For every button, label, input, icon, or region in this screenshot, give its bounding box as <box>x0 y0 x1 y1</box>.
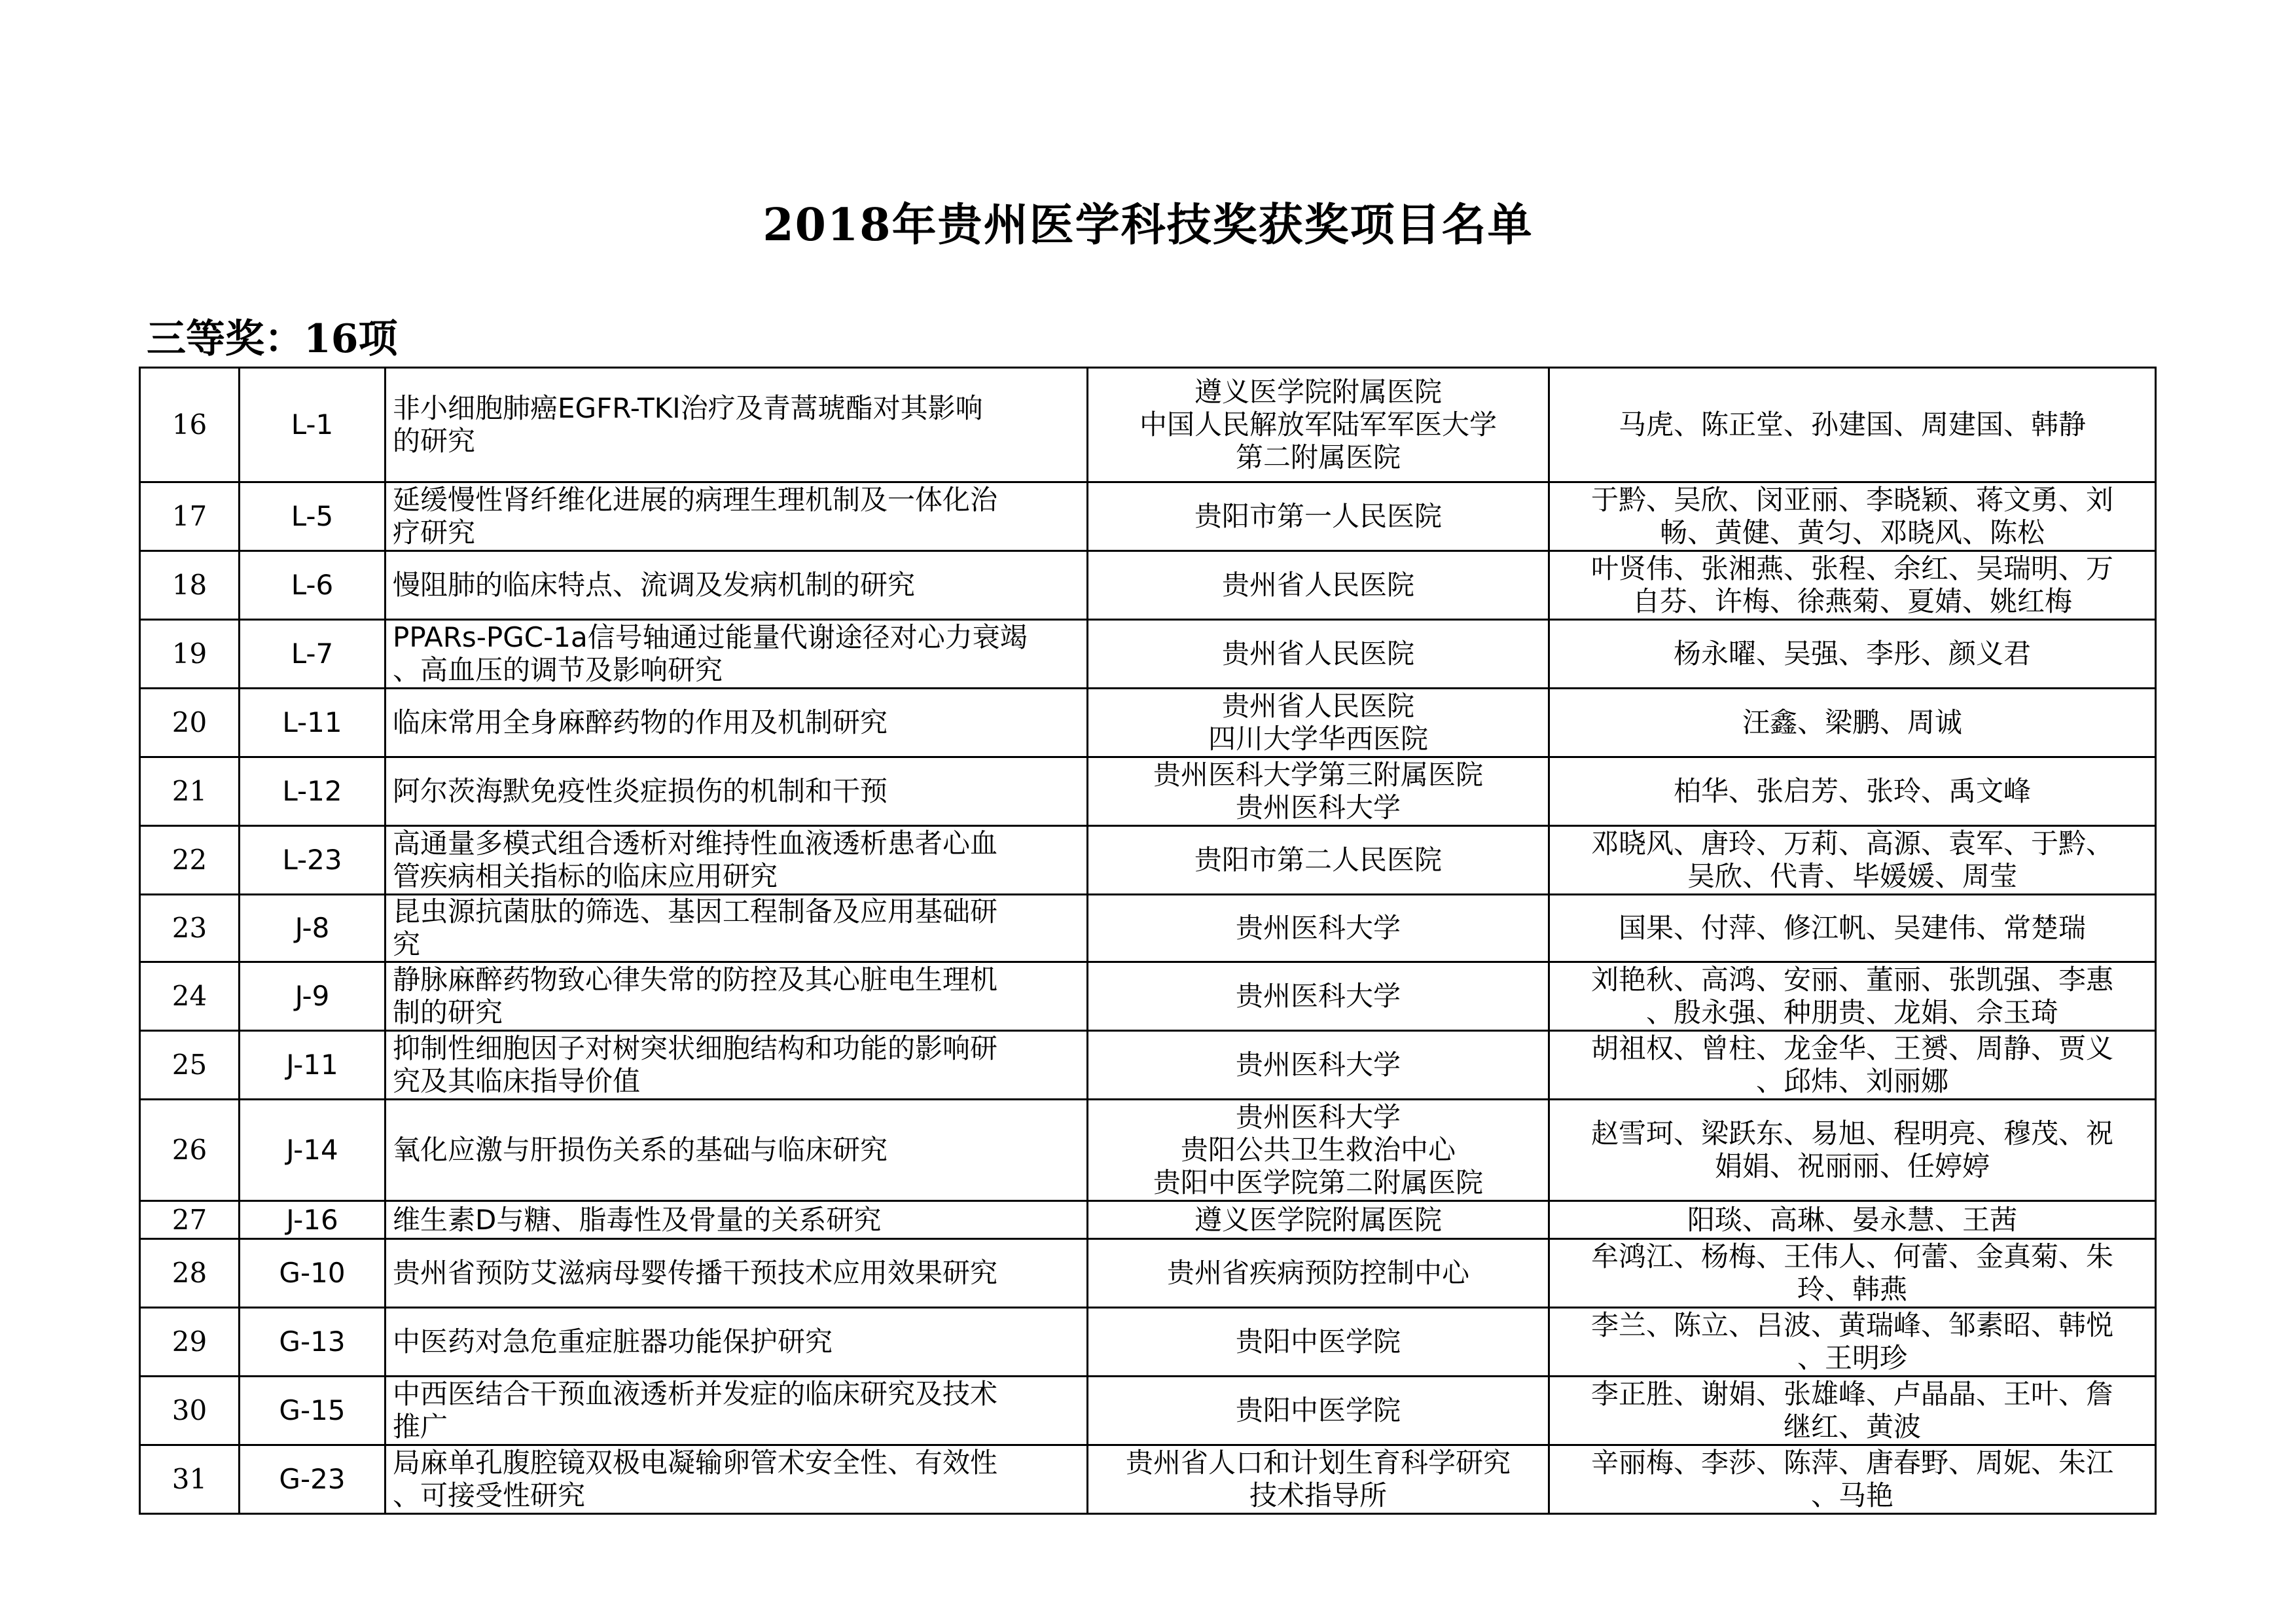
project-name-line: 高通量多模式组合透析对维持性血液透析患者心血 <box>393 827 998 859</box>
table-row <box>140 1377 2156 1445</box>
project-name <box>386 1031 1088 1100</box>
project-name <box>386 1201 1088 1239</box>
completers-line: 畅、黄健、黄匀、邓晓风、陈松 <box>1659 516 2045 549</box>
unit-line: 贵州医科大学 <box>1235 980 1401 1012</box>
completers-line: 自芬、许梅、徐燕菊、夏婧、姚红梅 <box>1632 585 2072 617</box>
project-code: G-15 <box>240 1377 386 1445</box>
completers <box>1549 757 2156 826</box>
table-row <box>140 826 2156 895</box>
row-number: 27 <box>140 1201 240 1239</box>
completing-unit <box>1088 826 1549 895</box>
completing-unit <box>1088 895 1549 962</box>
table-row <box>140 551 2156 620</box>
completing-unit <box>1088 620 1549 689</box>
completers <box>1549 1377 2156 1445</box>
row-number: 16 <box>140 368 240 482</box>
completers-line: 杨永曜、吴强、李彤、颜义君 <box>1673 638 2031 670</box>
table-row <box>140 1239 2156 1308</box>
completers <box>1549 1031 2156 1100</box>
project-code: L-11 <box>240 689 386 757</box>
completers-line: 刘艳秋、高鸿、安丽、董丽、张凯强、李惠 <box>1590 964 2113 996</box>
completing-unit <box>1088 757 1549 826</box>
project-code: G-10 <box>240 1239 386 1308</box>
project-name-line: 非小细胞肺癌EGFR-TKI治疗及青蒿琥酯对其影响 <box>393 392 983 424</box>
project-code: L-12 <box>240 757 386 826</box>
row-number: 28 <box>140 1239 240 1308</box>
project-name <box>386 962 1088 1031</box>
row-number: 18 <box>140 551 240 620</box>
unit-line: 贵阳市第一人民医院 <box>1194 500 1442 532</box>
project-name <box>386 1445 1088 1514</box>
unit-line: 贵州省人口和计划生育科学研究 <box>1125 1447 1511 1479</box>
completers <box>1549 1445 2156 1514</box>
project-code: L-7 <box>240 620 386 689</box>
project-name-line: 、高血压的调节及影响研究 <box>393 654 723 686</box>
table-row <box>140 1308 2156 1377</box>
project-name <box>386 1100 1088 1201</box>
project-name-line: 中西医结合干预血液透析并发症的临床研究及技术 <box>393 1378 998 1410</box>
project-name-line: 阿尔茨海默免疫性炎症损伤的机制和干预 <box>393 775 888 807</box>
project-name-line: 、可接受性研究 <box>393 1479 586 1511</box>
completers-line: 牟鸿江、杨梅、王伟人、何蕾、金真菊、朱 <box>1590 1240 2113 1272</box>
project-code: G-23 <box>240 1445 386 1514</box>
page-title: 2018年贵州医学科技奖获奖项目名单 <box>762 199 1534 251</box>
project-name <box>386 1377 1088 1445</box>
row-number: 25 <box>140 1031 240 1100</box>
completers-line: 叶贤伟、张湘燕、张程、余红、吴瑞明、万 <box>1590 552 2113 585</box>
completers-line: 、王明珍 <box>1797 1342 1907 1374</box>
project-name-line: 昆虫源抗菌肽的筛选、基因工程制备及应用基础研 <box>393 895 998 928</box>
completing-unit <box>1088 551 1549 620</box>
table-row <box>140 368 2156 482</box>
unit-line: 技术指导所 <box>1249 1479 1387 1511</box>
project-code: J-9 <box>240 962 386 1031</box>
project-name <box>386 482 1088 551</box>
unit-line: 贵阳中医学院第二附属医院 <box>1153 1166 1483 1199</box>
table-row <box>140 1201 2156 1239</box>
project-name <box>386 551 1088 620</box>
unit-line: 贵州省人民医院 <box>1221 569 1414 601</box>
unit-line: 贵阳中医学院 <box>1235 1394 1401 1426</box>
table-row <box>140 482 2156 551</box>
completing-unit <box>1088 368 1549 482</box>
completers-line: 辛丽梅、李莎、陈萍、唐春野、周妮、朱江 <box>1590 1447 2113 1479</box>
project-name-line: 究 <box>393 928 421 960</box>
project-name-line: 中医药对急危重症脏器功能保护研究 <box>393 1326 833 1358</box>
table-row <box>140 620 2156 689</box>
completing-unit <box>1088 1201 1549 1239</box>
project-code: G-13 <box>240 1308 386 1377</box>
row-number: 24 <box>140 962 240 1031</box>
table-row <box>140 895 2156 962</box>
completers-line: 马虎、陈正堂、孙建国、周建国、韩静 <box>1618 408 2086 441</box>
project-code: J-11 <box>240 1031 386 1100</box>
completers-line: 于黔、吴欣、闵亚丽、李晓颖、蒋文勇、刘 <box>1590 484 2113 516</box>
table-row <box>140 1100 2156 1201</box>
project-name-line: 疗研究 <box>393 516 476 549</box>
row-number: 20 <box>140 689 240 757</box>
project-code: L-23 <box>240 826 386 895</box>
row-number: 26 <box>140 1100 240 1201</box>
completers-line: 、邱炜、刘丽娜 <box>1755 1065 1948 1097</box>
completing-unit <box>1088 1308 1549 1377</box>
completers-line: 李兰、陈立、吕波、黄瑞峰、邹素昭、韩悦 <box>1590 1309 2113 1341</box>
unit-line: 中国人民解放军陆军军医大学 <box>1139 408 1497 441</box>
project-name-line: 管疾病相关指标的临床应用研究 <box>393 860 778 892</box>
completers <box>1549 482 2156 551</box>
table-row <box>140 1445 2156 1514</box>
completers-line: 国果、付萍、修江帆、吴建伟、常楚瑞 <box>1618 912 2086 944</box>
completers-line: 、殷永强、种朋贵、龙娟、佘玉琦 <box>1645 996 2058 1028</box>
table-row <box>140 689 2156 757</box>
completers-line: 赵雪珂、梁跃东、易旭、程明亮、穆茂、祝 <box>1590 1117 2113 1149</box>
project-name <box>386 757 1088 826</box>
completing-unit <box>1088 1100 1549 1201</box>
completers-line: 李正胜、谢娟、张雄峰、卢晶晶、王叶、詹 <box>1590 1378 2113 1410</box>
project-name-line: PPARs-PGC-1a信号轴通过能量代谢途径对心力衰竭 <box>393 621 1028 653</box>
project-name-line: 临床常用全身麻醉药物的作用及机制研究 <box>393 706 888 738</box>
project-name <box>386 368 1088 482</box>
completing-unit <box>1088 482 1549 551</box>
unit-line: 贵阳市第二人民医院 <box>1194 844 1442 876</box>
table-row <box>140 1031 2156 1100</box>
completers-line: 继红、黄波 <box>1783 1411 1921 1443</box>
unit-line: 遵义医学院附属医院 <box>1194 1203 1442 1236</box>
completers-line: 阳琰、高琳、晏永慧、王茜 <box>1687 1203 2017 1236</box>
completers-line: 柏华、张启芳、张玲、禹文峰 <box>1673 775 2031 807</box>
row-number: 23 <box>140 895 240 962</box>
project-name-line: 静脉麻醉药物致心律失常的防控及其心脏电生理机 <box>393 964 998 996</box>
unit-line: 贵阳中医学院 <box>1235 1326 1401 1358</box>
unit-line: 贵州医科大学 <box>1235 1101 1401 1133</box>
project-code: L-1 <box>240 368 386 482</box>
project-name-line: 氧化应激与肝损伤关系的基础与临床研究 <box>393 1134 888 1166</box>
project-name <box>386 1308 1088 1377</box>
unit-line: 四川大学华西医院 <box>1208 723 1428 755</box>
row-number: 29 <box>140 1308 240 1377</box>
project-name <box>386 689 1088 757</box>
project-code: L-6 <box>240 551 386 620</box>
completers <box>1549 368 2156 482</box>
project-code: J-16 <box>240 1201 386 1239</box>
unit-line: 贵州医科大学第三附属医院 <box>1153 759 1483 791</box>
completers-line: 邓晓风、唐玲、万莉、高源、袁军、于黔、 <box>1590 827 2113 859</box>
awards-table-body <box>140 368 2156 1514</box>
completers <box>1549 962 2156 1031</box>
table-row <box>140 757 2156 826</box>
project-name-line: 推广 <box>393 1411 448 1443</box>
completers-line: 、马艳 <box>1810 1479 1893 1511</box>
project-name-line: 贵州省预防艾滋病母婴传播干预技术应用效果研究 <box>393 1257 998 1289</box>
row-number: 17 <box>140 482 240 551</box>
unit-line: 第二附属医院 <box>1235 441 1401 473</box>
completers <box>1549 1308 2156 1377</box>
completing-unit <box>1088 689 1549 757</box>
completing-unit <box>1088 962 1549 1031</box>
completers <box>1549 689 2156 757</box>
completing-unit <box>1088 1377 1549 1445</box>
completers <box>1549 1201 2156 1239</box>
row-number: 21 <box>140 757 240 826</box>
project-name-line: 局麻单孔腹腔镜双极电凝输卵管术安全性、有效性 <box>393 1447 998 1479</box>
completers-line: 玲、韩燕 <box>1797 1273 1907 1305</box>
completers <box>1549 551 2156 620</box>
project-name <box>386 826 1088 895</box>
completers <box>1549 895 2156 962</box>
section-heading: 三等奖：16项 <box>147 316 398 362</box>
project-code: J-14 <box>240 1100 386 1201</box>
project-code: J-8 <box>240 895 386 962</box>
completers <box>1549 1100 2156 1201</box>
unit-line: 贵州省人民医院 <box>1221 690 1414 722</box>
unit-line: 贵州医科大学 <box>1235 791 1401 823</box>
project-name-line: 维生素D与糖、脂毒性及骨量的关系研究 <box>393 1203 882 1236</box>
unit-line: 贵州医科大学 <box>1235 912 1401 944</box>
project-name-line: 慢阻肺的临床特点、流调及发病机制的研究 <box>393 569 916 601</box>
completing-unit <box>1088 1031 1549 1100</box>
completers <box>1549 1239 2156 1308</box>
completers <box>1549 826 2156 895</box>
project-name <box>386 895 1088 962</box>
completers-line: 胡祖权、曾柱、龙金华、王赟、周静、贾义 <box>1590 1032 2113 1064</box>
completing-unit <box>1088 1239 1549 1308</box>
project-name-line: 究及其临床指导价值 <box>393 1065 641 1097</box>
project-name-line: 延缓慢性肾纤维化进展的病理生理机制及一体化治 <box>393 484 998 516</box>
row-number: 31 <box>140 1445 240 1514</box>
completers-line: 吴欣、代青、毕媛媛、周莹 <box>1687 860 2017 892</box>
unit-line: 贵州省人民医院 <box>1221 638 1414 670</box>
row-number: 22 <box>140 826 240 895</box>
unit-line: 贵州医科大学 <box>1235 1049 1401 1081</box>
completers <box>1549 620 2156 689</box>
unit-line: 贵阳公共卫生救治中心 <box>1180 1134 1456 1166</box>
project-name-line: 制的研究 <box>393 996 503 1028</box>
project-name <box>386 620 1088 689</box>
project-code: L-5 <box>240 482 386 551</box>
completers-line: 娟娟、祝丽丽、任婷婷 <box>1714 1150 1990 1182</box>
unit-line: 贵州省疾病预防控制中心 <box>1166 1257 1469 1289</box>
completing-unit <box>1088 1445 1549 1514</box>
unit-line: 遵义医学院附属医院 <box>1194 376 1442 408</box>
completers-line: 汪鑫、梁鹏、周诚 <box>1742 706 1962 738</box>
row-number: 30 <box>140 1377 240 1445</box>
project-name <box>386 1239 1088 1308</box>
row-number: 19 <box>140 620 240 689</box>
awards-table <box>139 367 2157 1515</box>
table-row <box>140 962 2156 1031</box>
project-name-line: 的研究 <box>393 425 476 457</box>
project-name-line: 抑制性细胞因子对树突状细胞结构和功能的影响研 <box>393 1032 998 1064</box>
